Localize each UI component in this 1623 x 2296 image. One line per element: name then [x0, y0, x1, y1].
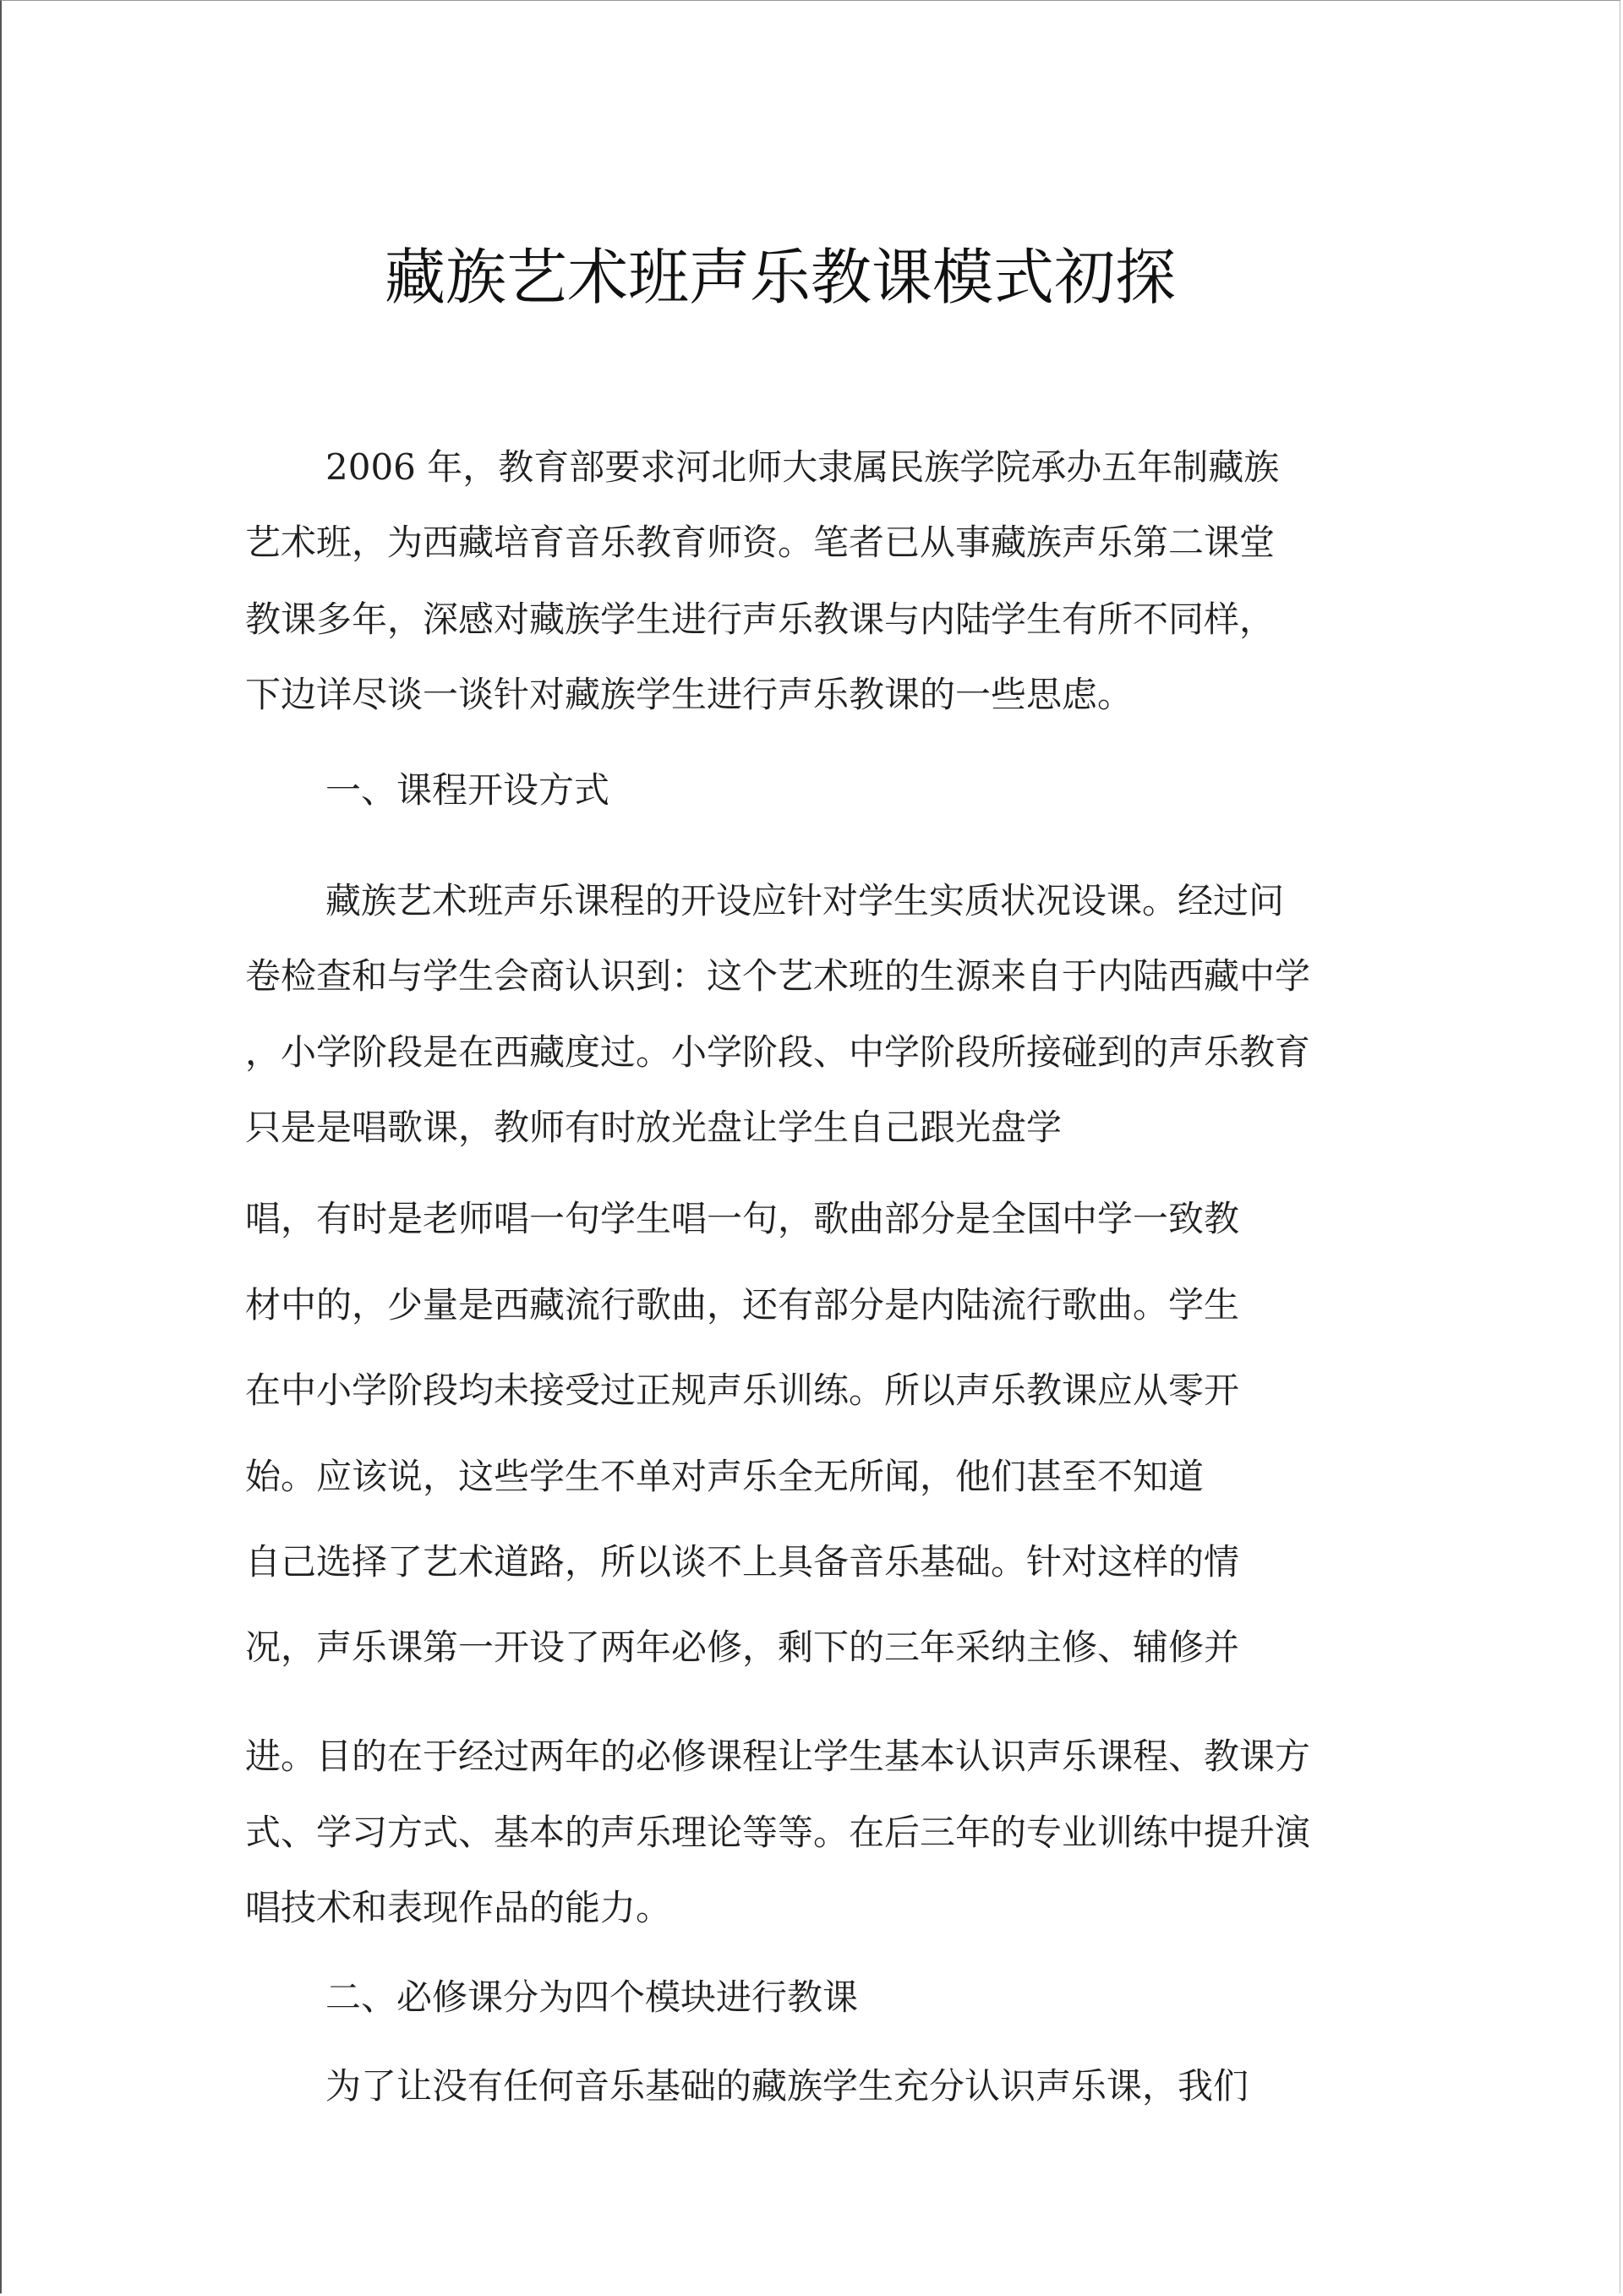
- paragraph-line: 教课多年，深感对藏族学生进行声乐教课与内陆学生有所不同样，: [245, 599, 1276, 640]
- paragraph-line: 始。应该说，这些学生不单对声乐全无所闻，他们甚至不知道: [245, 1456, 1205, 1497]
- paragraph-line: 艺术班，为西藏培育音乐教育师资。笔者已从事藏族声乐第二课堂: [245, 522, 1276, 563]
- paragraph-line: ，小学阶段是在西藏度过。小学阶段、中学阶段所接碰到的声乐教育: [245, 1031, 1311, 1073]
- paragraph-line: 为了让没有任何音乐基础的藏族学生充分认识声乐课，我们: [325, 2065, 1249, 2107]
- paragraph-line: 进。目的在于经过两年的必修课程让学生基本认识声乐课程、教课方: [245, 1736, 1311, 1777]
- paragraph-line: 材中的，少量是西藏流行歌曲，还有部分是内陆流行歌曲。学生: [245, 1284, 1240, 1326]
- section-heading: 一、课程开设方式: [325, 769, 610, 811]
- paragraph-line: 只是是唱歌课，教师有时放光盘让学生自己跟光盘学: [245, 1107, 1063, 1148]
- paragraph-line: 下边详尽谈一谈针对藏族学生进行声乐教课的一些思虑。: [245, 674, 1134, 715]
- paragraph-line: 自己选择了艺术道路，所以谈不上具备音乐基础。针对这样的情: [245, 1541, 1240, 1583]
- paragraph-line: 藏族艺术班声乐课程的开设应针对学生实质状况设课。经过问: [325, 880, 1285, 921]
- paragraph-line: 式、学习方式、基本的声乐理论等等。在后三年的专业训练中提升演: [245, 1812, 1311, 1853]
- paragraph-line: 唱技术和表现作品的能力。: [245, 1887, 672, 1928]
- paragraph-line: 2006 年，教育部要求河北师大隶属民族学院承办五年制藏族: [325, 446, 1280, 488]
- paragraph-line: 况，声乐课第一开设了两年必修，剩下的三年采纳主修、辅修并: [245, 1626, 1240, 1668]
- paragraph-line: 卷检查和与学生会商认识到：这个艺术班的生源来自于内陆西藏中学: [245, 955, 1311, 997]
- document-title: 藏族艺术班声乐教课模式初探: [385, 242, 1177, 313]
- paragraph-line: 在中小学阶段均未接受过正规声乐训练。所以声乐教课应从零开: [245, 1369, 1240, 1411]
- section-heading: 二、必修课分为四个模块进行教课: [325, 1976, 859, 2018]
- paragraph-line: 唱，有时是老师唱一句学生唱一句，歌曲部分是全国中学一致教: [245, 1198, 1240, 1239]
